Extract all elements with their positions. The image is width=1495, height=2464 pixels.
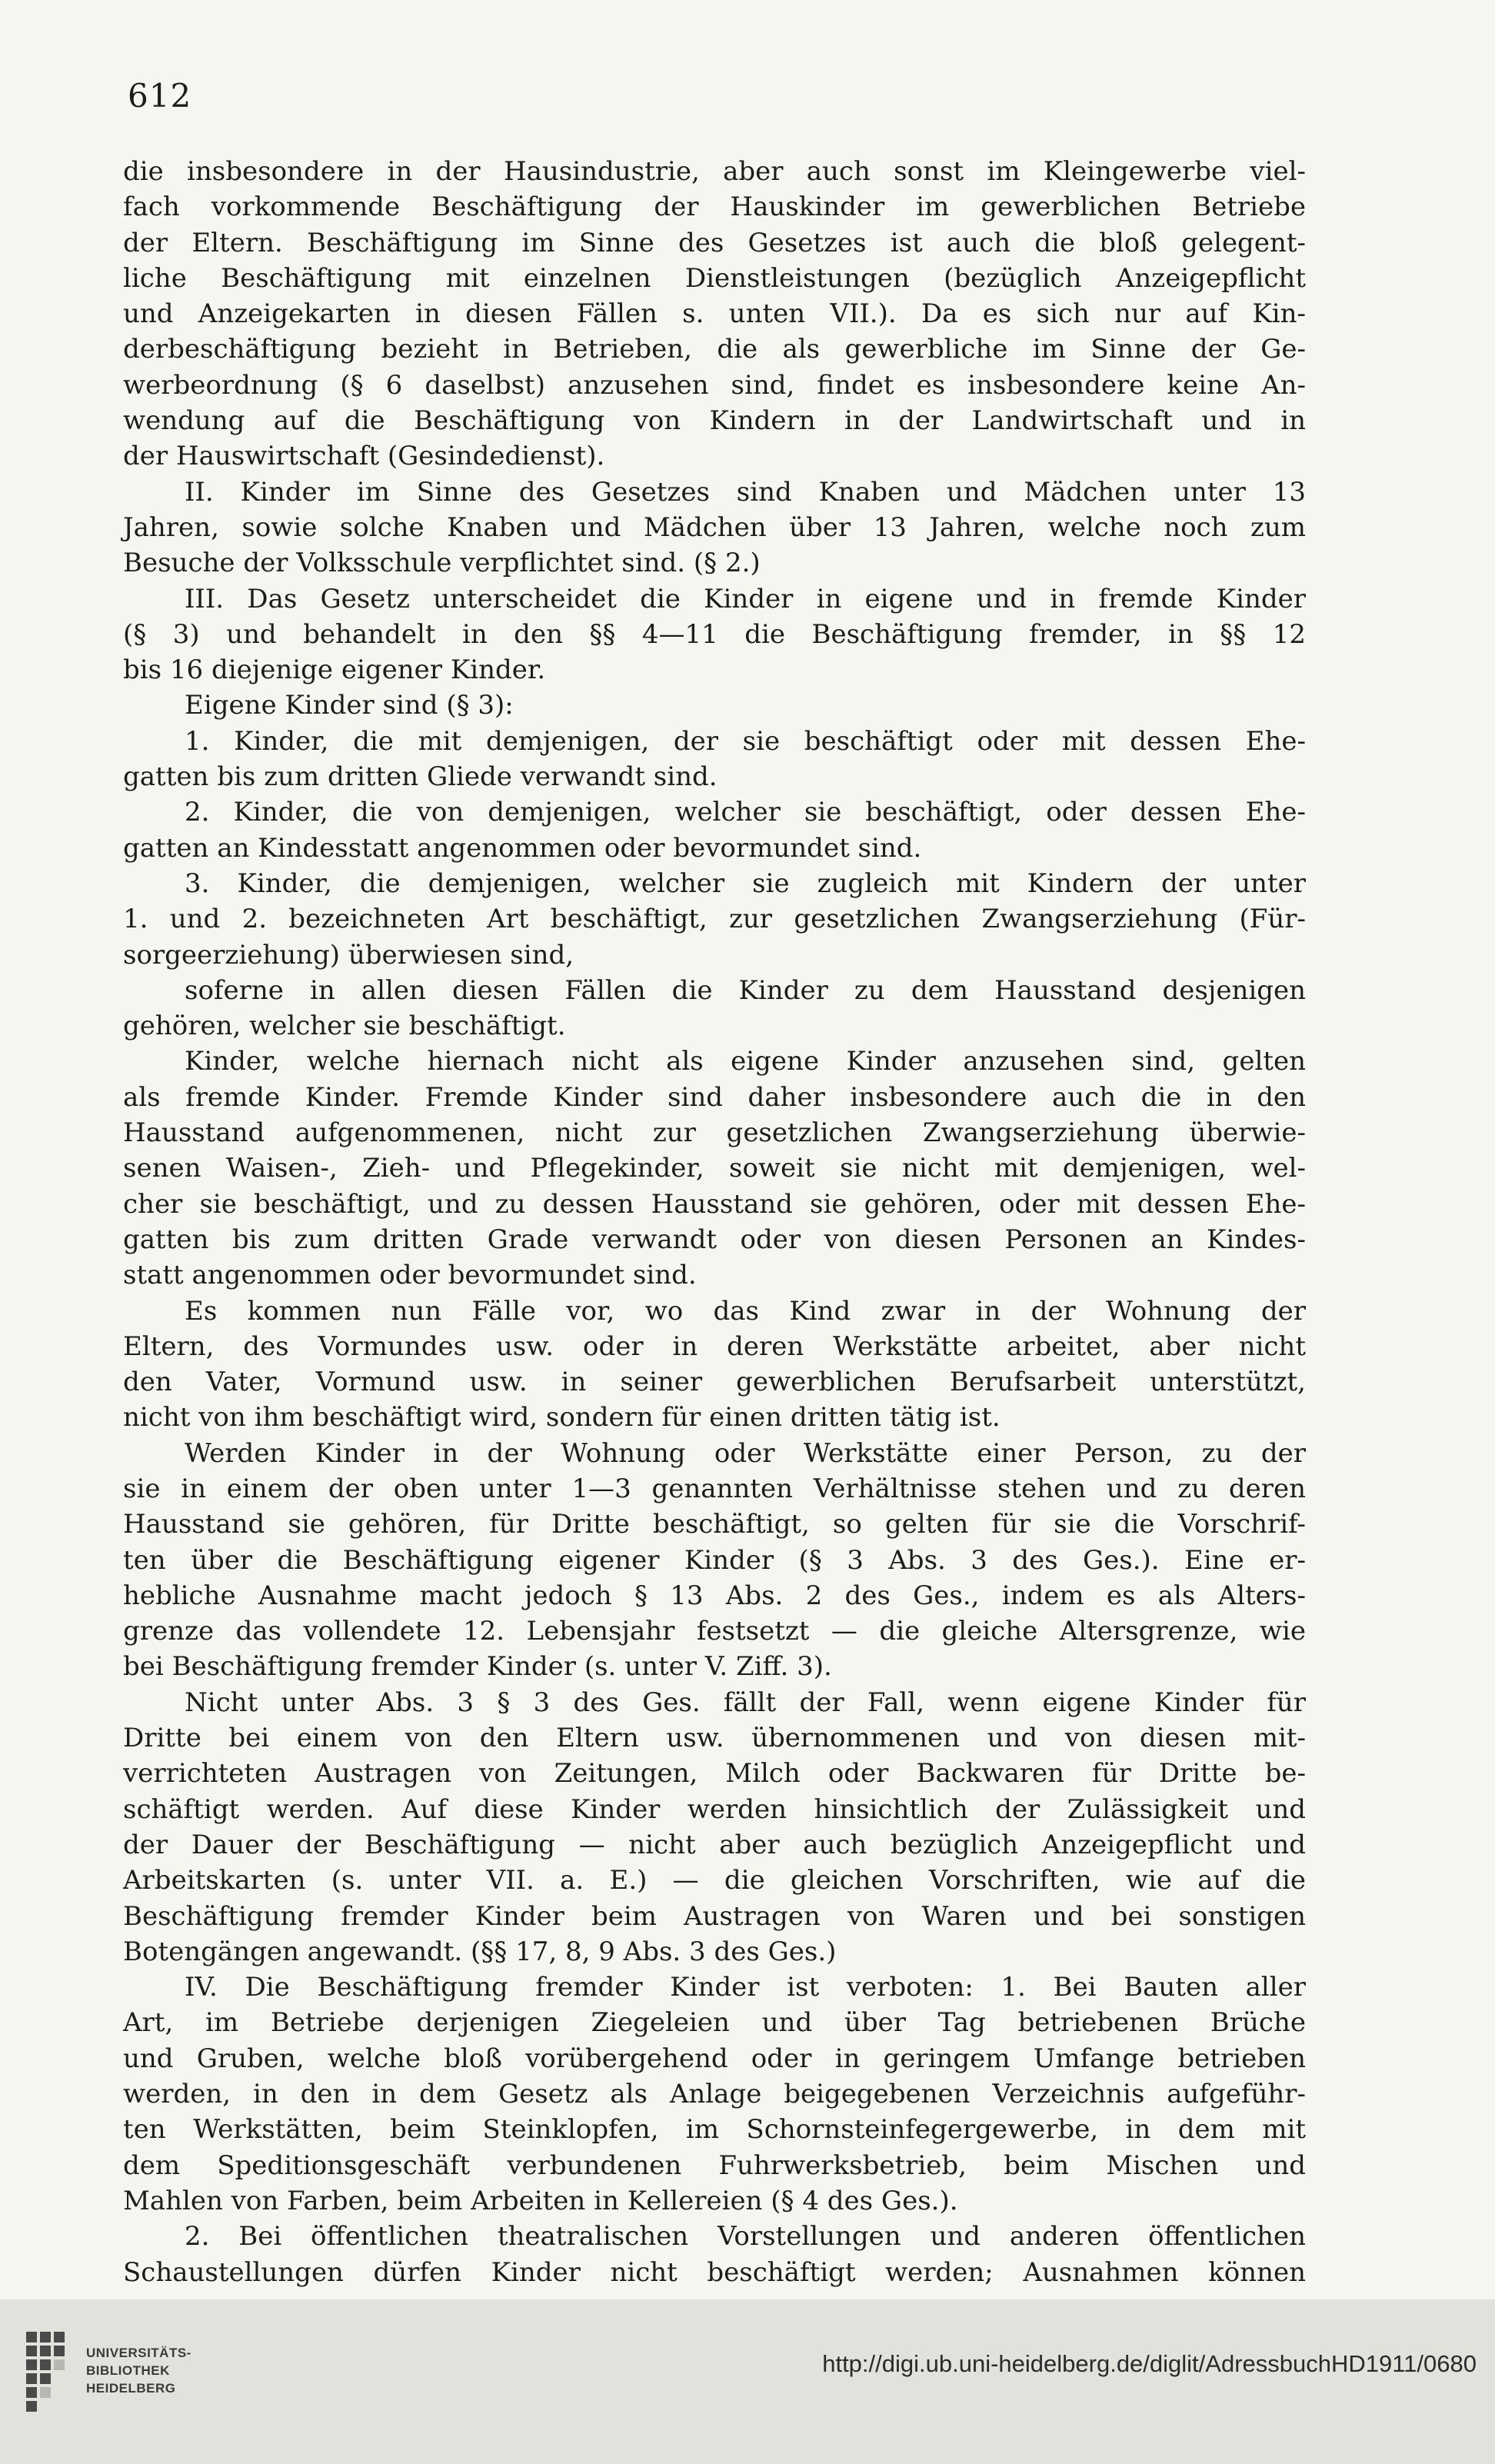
text-line: Eltern, des Vormundes usw. oder in deren Werkstätte arbeitet, aber nicht (123, 1330, 1306, 1362)
text-line: Hausstand sie gehören, für Dritte beschäftigt, so gelten für sie die Vorschrif- (123, 1509, 1306, 1540)
text-line: (§ 3) und behandelt in den §§ 4—11 die Beschäftigung fremder, in §§ 12 (123, 618, 1306, 650)
text-line: werbeordnung (§ 6 daselbst) anzusehen sind, findet es insbesondere keine An- (123, 369, 1306, 401)
text-line: Hausstand aufgenommenen, nicht zur gesetzlichen Zwangserziehung überwie- (123, 1117, 1306, 1149)
text-line: 1. Kinder, die mit demjenigen, der sie beschäftigt oder mit dessen Ehe- (185, 725, 1306, 757)
text-line: als fremde Kinder. Fremde Kinder sind daher insbesondere auch die in den (123, 1081, 1306, 1113)
text-line: III. Das Gesetz unterscheidet die Kinder in eigene und in fremde Kinder (185, 583, 1306, 614)
text-line: Dritte bei einem von den Eltern usw. übernommenen und von diesen mit- (123, 1723, 1306, 1754)
text-line: wendung auf die Beschäftigung von Kindern in der Landwirtschaft und in (123, 405, 1306, 437)
text-line: Werden Kinder in der Wohnung oder Werkstätte einer Person, zu der (185, 1437, 1306, 1469)
text-line: sorgeerziehung) überwiesen sind, (123, 939, 574, 971)
text-line: der Hauswirtschaft (Gesindedienst). (123, 441, 605, 472)
institution-line: HEIDELBERG (86, 2381, 176, 2396)
text-line: bis 16 diejenige eigener Kinder. (123, 654, 546, 686)
text-line: senen Waisen-, Zieh- und Pflegekinder, soweit sie nicht mit demjenigen, wel- (123, 1153, 1306, 1184)
text-line: Es kommen nun Fälle vor, wo das Kind zwar in der Wohnung der (185, 1295, 1306, 1327)
text-line: die insbesondere in der Hausindustrie, aber auch sonst im Kleingewerbe viel- (123, 156, 1306, 187)
text-line: gehören, welcher sie beschäftigt. (123, 1011, 566, 1042)
text-line: IV. Die Beschäftigung fremder Kinder ist verboten: 1. Bei Bauten aller (185, 1972, 1306, 2003)
text-line: dem Speditionsgeschäft verbundenen Fuhrwerksbetrieb, beim Mischen und (123, 2149, 1306, 2181)
text-line: verrichteten Austragen von Zeitungen, Milch oder Backwaren für Dritte be- (123, 1758, 1306, 1790)
text-line: fach vorkommende Beschäftigung der Hauskinder im gewerblichen Betriebe (123, 191, 1306, 223)
institution-line: BIBLIOTHEK (86, 2363, 170, 2378)
text-line: gatten bis zum dritten Grade verwandt oder von diesen Personen an Kindes- (123, 1224, 1306, 1255)
text-line: Beschäftigung fremder Kinder beim Austragen von Waren und bei sonstigen (123, 1900, 1306, 1932)
text-line: Botengängen angewandt. (§§ 17, 8, 9 Abs. 3 des Ges.) (123, 1936, 837, 1967)
text-line: Arbeitskarten (s. unter VII. a. E.) — die gleichen Vorschriften, wie auf die (123, 1865, 1306, 1896)
page-body-text (123, 154, 1306, 2290)
source-url[interactable]: http://digi.ub.uni-heidelberg.de/diglit/AdressbuchHD1911/0680 (822, 2350, 1477, 2377)
text-line: cher sie beschäftigt, und zu dessen Hausstand sie gehören, oder mit dessen Ehe- (123, 1188, 1306, 1220)
text-line: schäftigt werden. Auf diese Kinder werden hinsichtlich der Zulässigkeit und (123, 1793, 1306, 1825)
text-line: Eigene Kinder sind (§ 3): (185, 690, 514, 721)
text-line: und Gruben, welche bloß vorübergehend oder in geringem Umfange betrieben (123, 2043, 1306, 2074)
text-line: den Vater, Vormund usw. in seiner gewerblichen Berufsarbeit unterstützt, (123, 1367, 1306, 1398)
institution-line: UNIVERSITÄTS- (86, 2346, 191, 2360)
heidelberg-library-seal-icon (23, 2329, 78, 2415)
text-line: der Dauer der Beschäftigung — nicht aber auch bezüglich Anzeigepflicht und (123, 1829, 1306, 1860)
text-line: bei Beschäftigung fremder Kinder (s. unter V. Ziff. 3). (123, 1651, 832, 1683)
text-line: Jahren, sowie solche Knaben und Mädchen über 13 Jahren, welche noch zum (123, 511, 1306, 543)
text-line: soferne in allen diesen Fällen die Kinder zu dem Hausstand desjenigen (185, 974, 1306, 1006)
text-line: sie in einem der oben unter 1—3 genannten Verhältnisse stehen und zu deren (123, 1473, 1306, 1504)
text-line: liche Beschäftigung mit einzelnen Dienstleistungen (bezüglich Anzeigepflicht (123, 262, 1306, 294)
text-line: Mahlen von Farben, beim Arbeiten in Kellereien (§ 4 des Ges.). (123, 2185, 958, 2216)
text-line: Kinder, welche hiernach nicht als eigene Kinder anzusehen sind, gelten (185, 1046, 1306, 1077)
text-line: und Anzeigekarten in diesen Fällen s. unten VII.). Da es sich nur auf Kin- (123, 298, 1306, 330)
text-line: Schaustellungen dürfen Kinder nicht beschäftigt werden; Ausnahmen können (123, 2256, 1306, 2288)
text-line: 2. Kinder, die von demjenigen, welcher sie beschäftigt, oder dessen Ehe- (185, 797, 1306, 828)
text-line: statt angenommen oder bevormundet sind. (123, 1260, 697, 1291)
text-line: nicht von ihm beschäftigt wird, sondern für einen dritten tätig ist. (123, 1402, 1001, 1433)
text-line: ten Werkstätten, beim Steinklopfen, im Schornsteinfegergewerbe, in dem mit (123, 2114, 1306, 2146)
text-line: II. Kinder im Sinne des Gesetzes sind Knaben und Mädchen unter 13 (185, 476, 1306, 508)
institution-name (86, 2344, 191, 2397)
text-line: Art, im Betriebe derjenigen Ziegeleien und über Tag betriebenen Brüche (123, 2007, 1306, 2039)
text-line: ten über die Beschäftigung eigener Kinder (§ 3 Abs. 3 des Ges.). Eine er- (123, 1544, 1306, 1576)
text-line: 1. und 2. bezeichneten Art beschäftigt, zur gesetzlichen Zwangserziehung (Für- (123, 904, 1306, 935)
text-line: gatten bis zum dritten Gliede verwandt sind. (123, 761, 718, 793)
text-line: 2. Bei öffentlichen theatralischen Vorstellungen und anderen öffentlichen (185, 2221, 1306, 2253)
text-line: 3. Kinder, die demjenigen, welcher sie zugleich mit Kindern der unter (185, 867, 1306, 899)
text-line: grenze das vollendete 12. Lebensjahr festsetzt — die gleiche Altersgrenze, wie (123, 1616, 1306, 1647)
digitization-footer (0, 2299, 1495, 2464)
text-line: gatten an Kindesstatt angenommen oder bevormundet sind. (123, 832, 922, 864)
text-line: Besuche der Volksschule verpflichtet sind. (§ 2.) (123, 548, 761, 579)
text-line: hebliche Ausnahme macht jedoch § 13 Abs. 2 des Ges., indem es als Alters- (123, 1580, 1306, 1611)
text-line: Nicht unter Abs. 3 § 3 des Ges. fällt der Fall, wenn eigene Kinder für (185, 1687, 1306, 1718)
text-line: der Eltern. Beschäftigung im Sinne des Gesetzes ist auch die bloß gelegent- (123, 227, 1306, 258)
text-line: werden, in den in dem Gesetz als Anlage beigegebenen Verzeichnis aufgeführ- (123, 2079, 1306, 2110)
page-number: 612 (128, 77, 192, 115)
text-line: derbeschäftigung bezieht in Betrieben, die als gewerbliche im Sinne der Ge- (123, 334, 1306, 365)
